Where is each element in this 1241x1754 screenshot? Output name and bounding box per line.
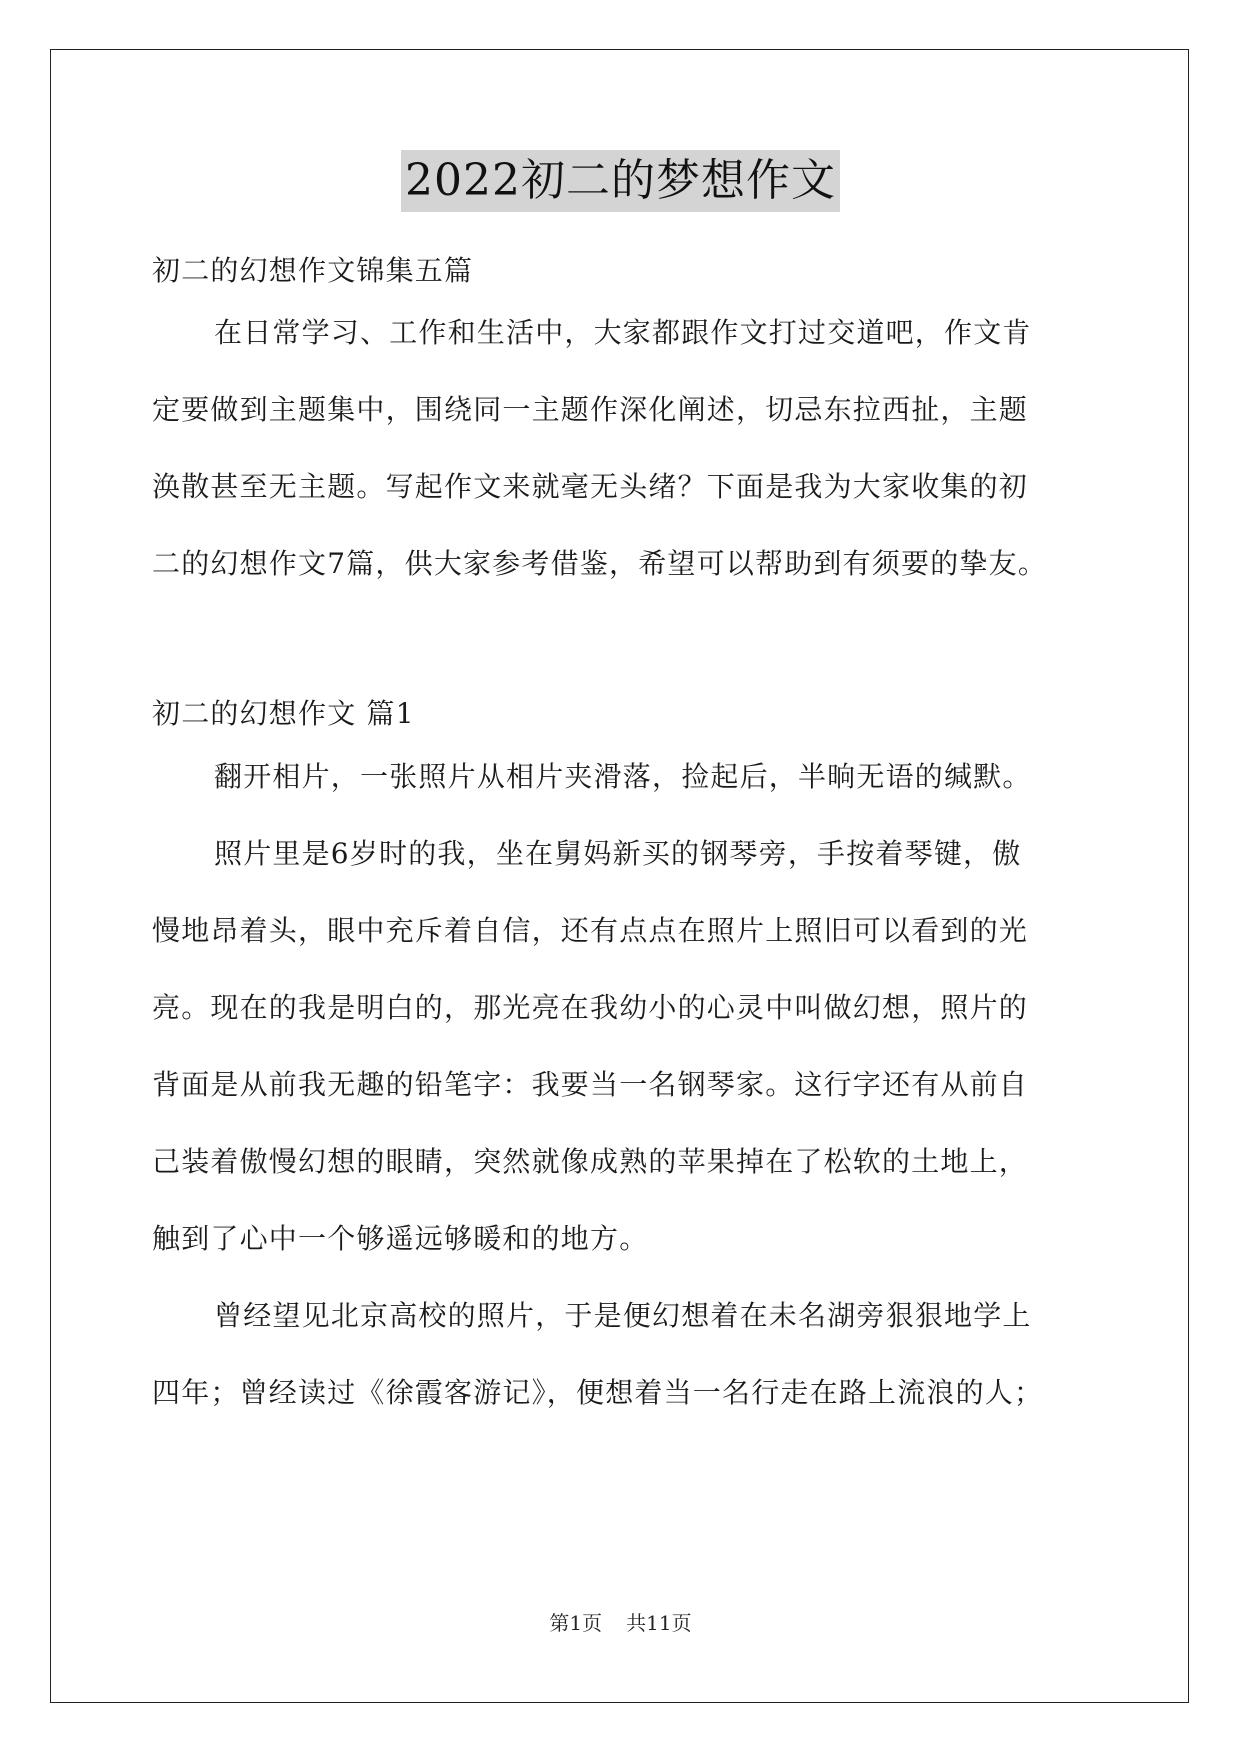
page-number: 第1页 bbox=[549, 1611, 603, 1635]
paragraph-line: 触到了心中一个够遥远够暖和的地方。 bbox=[152, 1222, 649, 1255]
paragraph-line: 亮。现在的我是明白的，那光亮在我幼小的心灵中叫做幻想，照片的 bbox=[152, 991, 1029, 1024]
paragraph-line: 照片里是6岁时的我，坐在舅妈新买的钢琴旁，手按着琴键，傲 bbox=[214, 837, 1022, 870]
paragraph-line: 定要做到主题集中，围绕同一主题作深化阐述，切忌东拉西扯，主题 bbox=[152, 393, 1029, 426]
page-total: 共11页 bbox=[626, 1611, 692, 1635]
paragraph-line: 曾经望见北京高校的照片，于是便幻想着在未名湖旁狠狠地学上 bbox=[214, 1299, 1032, 1332]
paragraph-line: 四年；曾经读过《徐霞客游记》，便想着当一名行走在路上流浪的人； bbox=[152, 1376, 1044, 1409]
paragraph-line: 己装着傲慢幻想的眼睛，突然就像成熟的苹果掉在了松软的土地上， bbox=[152, 1145, 1029, 1178]
page-border bbox=[50, 49, 1189, 1703]
title-container bbox=[0, 150, 1241, 212]
paragraph-line: 背面是从前我无趣的铅笔字：我要当一名钢琴家。这行字还有从前自 bbox=[152, 1068, 1029, 1101]
paragraph-line: 涣散甚至无主题。写起作文来就毫无头绪？下面是我为大家收集的初 bbox=[152, 470, 1029, 503]
page-footer bbox=[0, 1610, 1241, 1636]
subtitle-line: 初二的幻想作文锦集五篇 bbox=[152, 254, 474, 287]
section-heading: 初二的幻想作文 篇1 bbox=[152, 697, 415, 730]
document-title: 2022初二的梦想作文 bbox=[401, 150, 840, 212]
paragraph-line: 翻开相片，一张照片从相片夹滑落，捡起后，半晌无语的缄默。 bbox=[214, 760, 1032, 793]
paragraph-line: 二的幻想作文7篇，供大家参考借鉴，希望可以帮助到有须要的挚友。 bbox=[152, 547, 1048, 580]
paragraph-line: 慢地昂着头，眼中充斥着自信，还有点点在照片上照旧可以看到的光 bbox=[152, 914, 1029, 947]
paragraph-line: 在日常学习、工作和生活中，大家都跟作文打过交道吧，作文肯 bbox=[214, 316, 1032, 349]
